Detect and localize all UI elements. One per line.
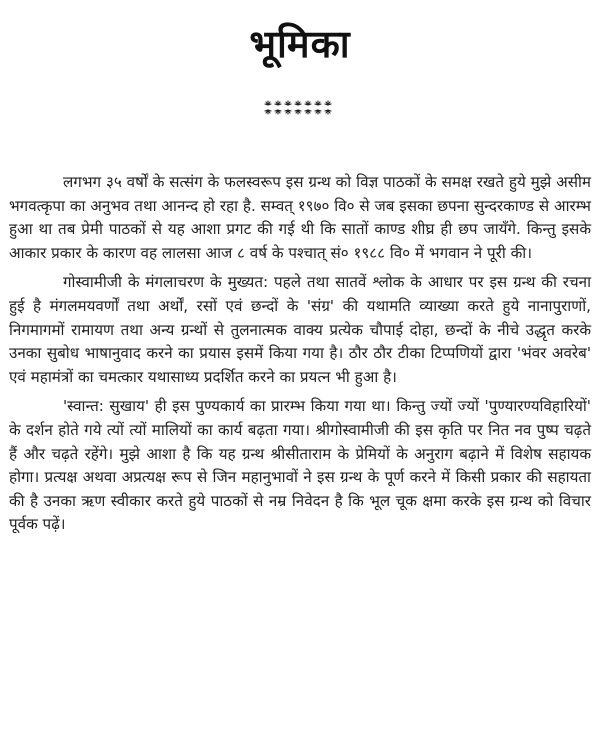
paragraph-1: लगभग ३५ वर्षों के सत्संग के फलस्वरूप इस ग्रन्थ को विज्ञ पाठकों के समक्ष रखते हुये मुझे असीम भगवत्कृपा का अनुभव तथा आनन्द हो रहा है. सम्वत् १९७० वि० से जब इसका छपना सुन्दरकाण्ड से आरम्भ हुआ था तब प्रेमी पाठकों से यह आशा प्रगट की गई थी कि सातों काण्ड शीघ्र ही छप जायँगे. किन्तु इसके आकार प्रकार के कारण वह लालसा आज ८ वर्ष के पश्चात् सं० १९८८ वि० में भगवान ने पूरी की।	[9, 173, 591, 262]
page-title: भूमिका	[249, 22, 351, 66]
preface-body	[9, 171, 591, 543]
paragraph-2: गोस्वामीजी के मंगलाचरण के मुख्यत: पहले तथा सातवें श्लोक के आधार पर इस ग्रन्थ की रचना हुई है मंगलमयवर्णों तथा अर्थों, रसों एवं छन्दों के 'संग्र' की यथामति व्याख्या करते हुये नानापुराणों, निगमागमों रामायण तथा अन्य ग्रन्थों से तुलनात्मक वाक्य प्रत्येक चौपाई दोहा, छन्दों के नीचे उद्धृत करके उनका सुबोध भाषानुवाद करने का प्रयास इसमें किया गया है। ठौर ठौर टीका टिप्पणियों द्वारा 'भंवर अवरेब' एवं महामंत्रों का चमत्कार यथासाध्य प्रदर्शित करने का प्रयत्न भी हुआ है।	[9, 273, 591, 386]
ornament-flourish-icon	[261, 96, 337, 118]
paragraph-3: 'स्वान्त: सुखाय' ही इस पुण्यकार्य का प्रारम्भ किया गया था। किन्तु ज्यों ज्यों 'पुण्यारण्यविहारियों' के दर्शन होते गये त्यों त्यों मालियों का कार्य बढ़ता गया। श्रीगोस्वामीजी की इस कृति पर नित नव पुष्प चढ़ते हैं और चढ़ते रहेंगे। मुझे आशा है कि यह ग्रन्थ श्रीसीताराम के प्रेमियों के अनुराग बढ़ाने में विशेष सहायक होगा। प्रत्यक्ष अथवा अप्रत्यक्ष रूप से जिन महानुभावों ने इस ग्रन्थ के पूर्ण करने में किसी प्रकार की सहायता की है उनका ऋण स्वीकार करते हुये पाठकों से नम्र निवेदन है कि भूल चूक क्षमा करके इस ग्रन्थ को विचार पूर्वक पढ़ें।	[9, 397, 591, 534]
